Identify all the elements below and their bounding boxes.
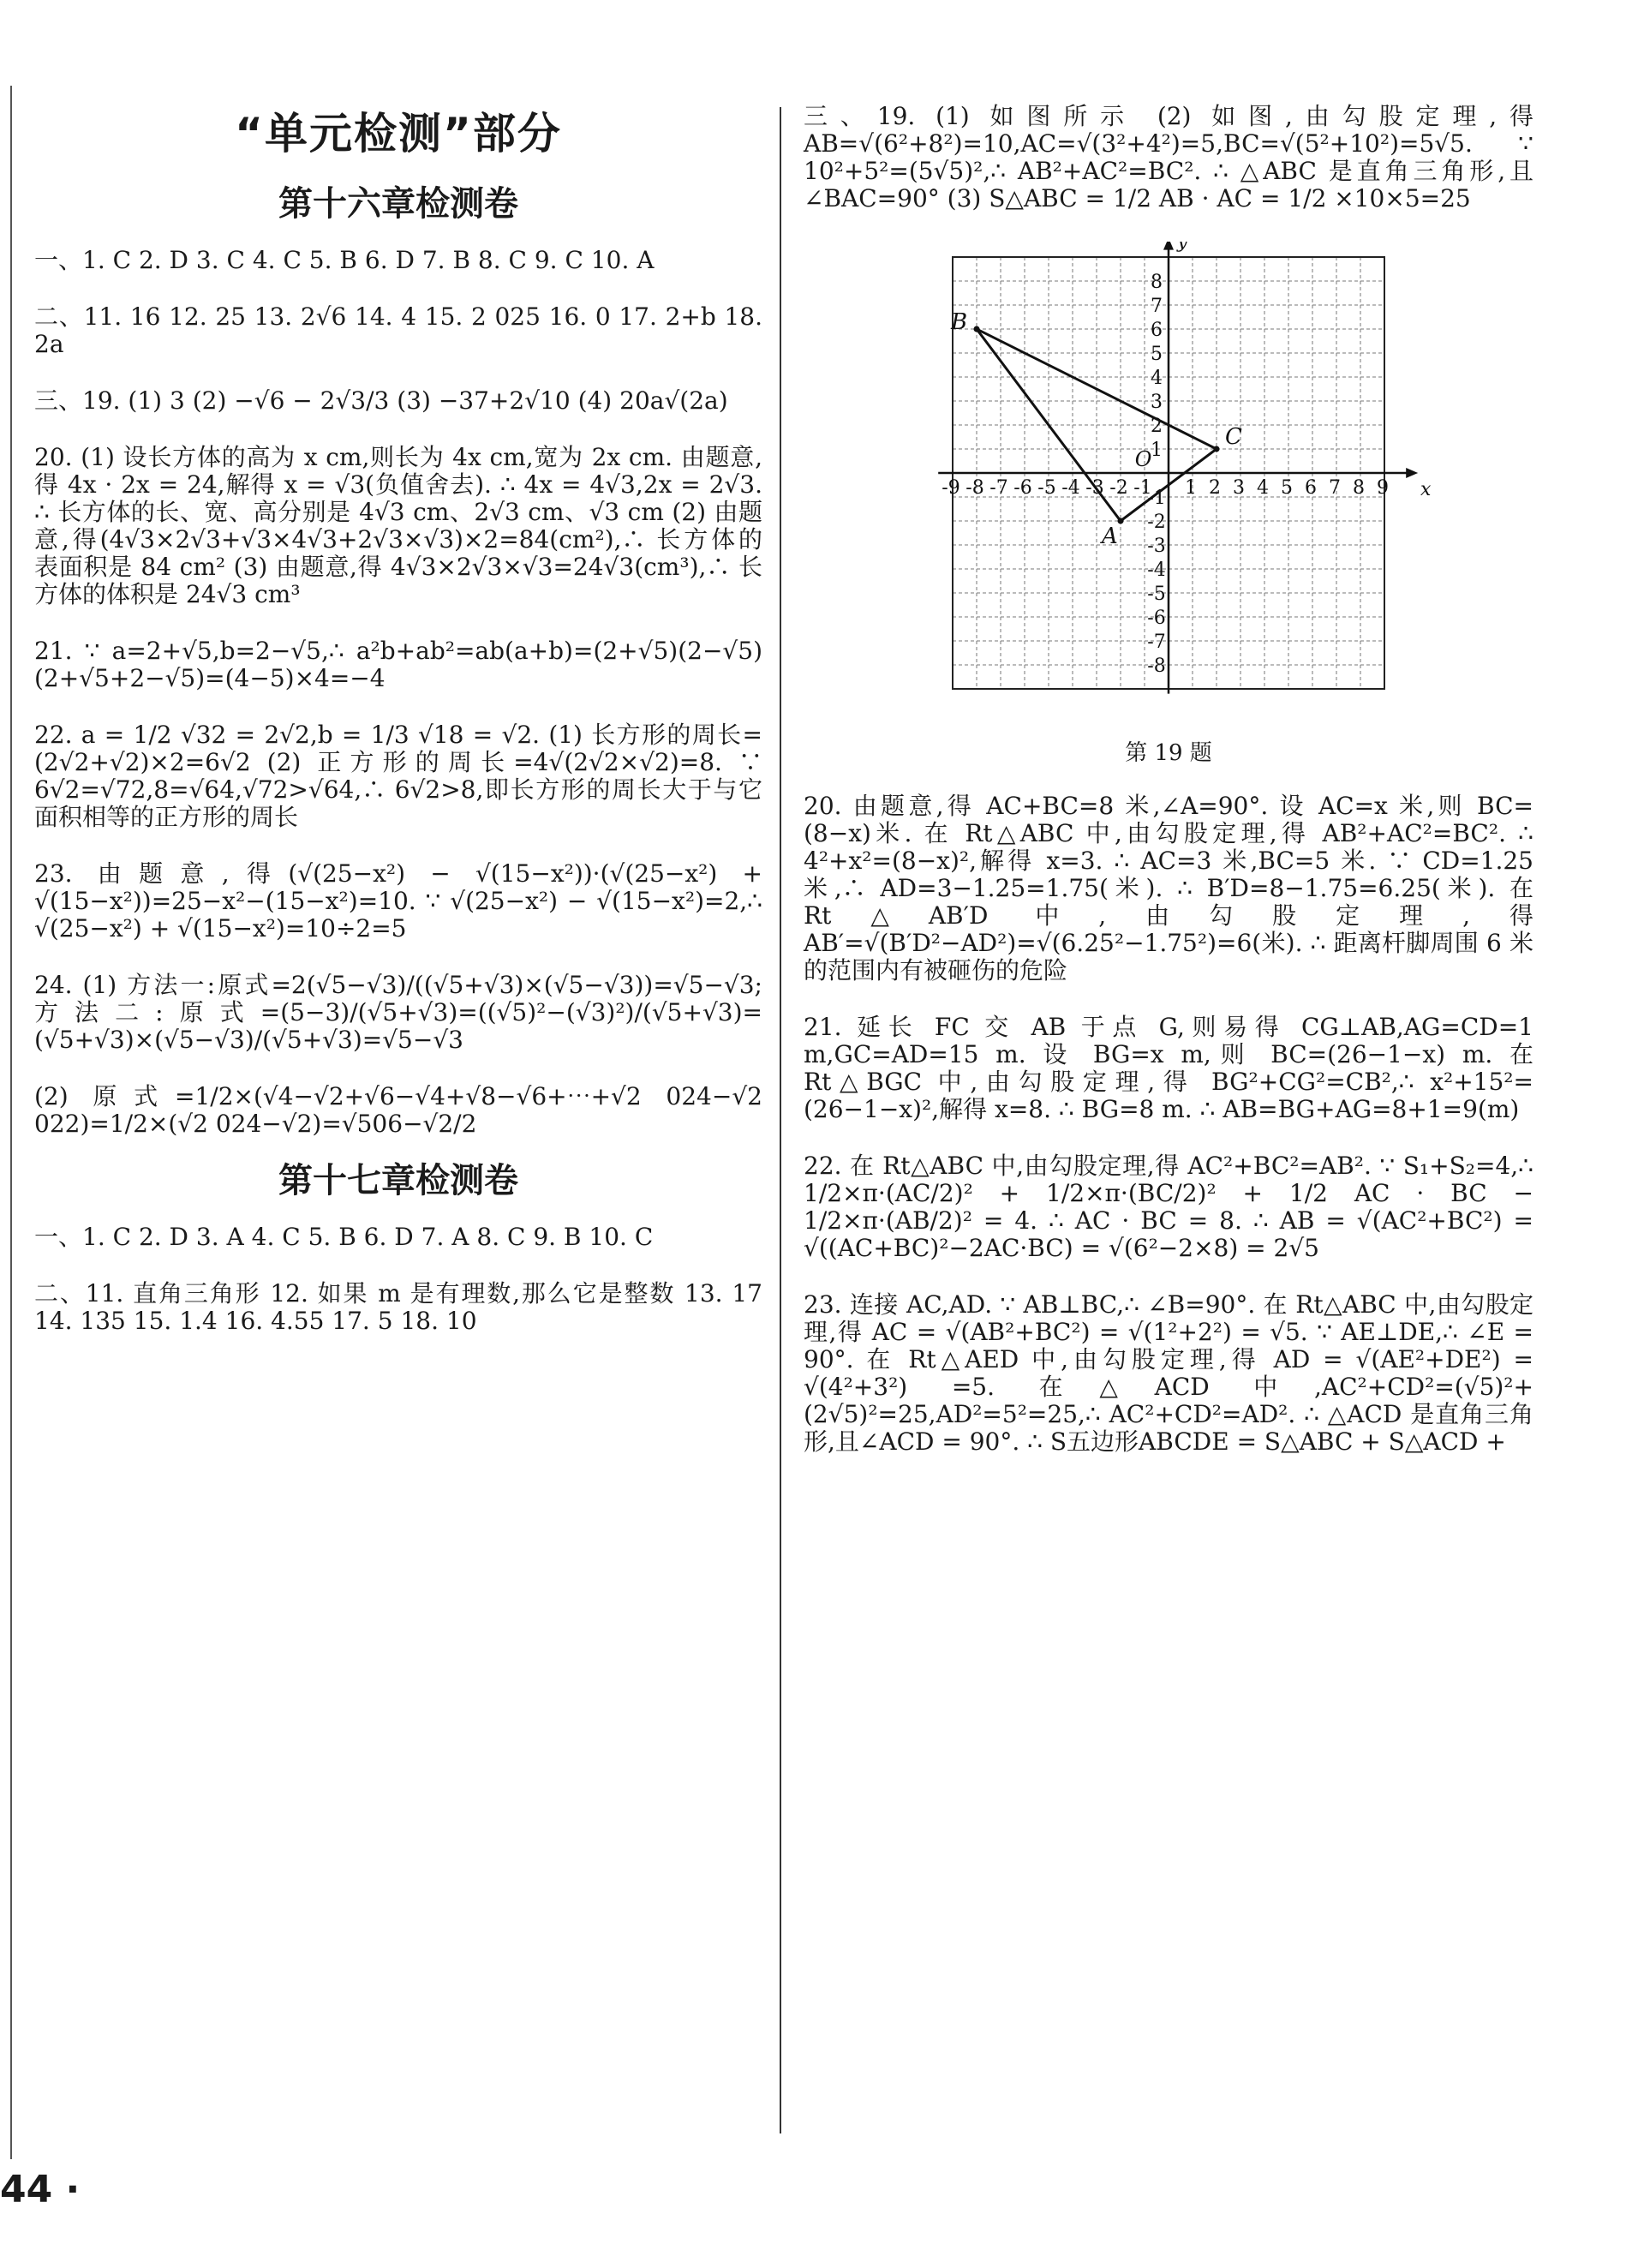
y-tick-label: -5 [1147,583,1166,605]
y-tick-label: 6 [1151,320,1163,341]
left-margin-rule [10,86,12,2159]
right-column [804,103,1533,1485]
x-tick-label: -9 [942,477,960,499]
section-title: “单元检测”部分 [235,109,562,159]
y-tick-label: 2 [1151,416,1163,437]
x-tick-label: -8 [965,477,984,499]
page-number: 44 · [0,2168,81,2211]
y-tick-label: 8 [1151,272,1163,293]
vertex-label-c: C [1225,424,1242,450]
ch16-line-2: 二、11. 16 12. 25 13. 2√6 14. 4 15. 2 025 16. 0 17. 2+b 18. 2a [34,302,762,358]
y-tick-label: 4 [1151,368,1163,389]
ch16-line-1: 一、1. C 2. D 3. C 4. C 5. B 6. D 7. B 8. C 9. C 10. A [34,246,655,274]
x-tick-label: 8 [1353,477,1365,499]
left-column [34,103,762,1364]
y-tick-label: -8 [1147,655,1166,677]
x-tick-label: -6 [1013,477,1032,499]
ch16-line-8: 24. (1) 方法一:原式=2(√5−√3)/((√5+√3)×(√5−√3))=√5−√3;方法二:原式=(5−3)/(√5+√3)=((√5)²−(√3)²)/(√5+√3)=(√5+√3)×(√5−√3)/(√5+√3)=√5−√3 [34,971,762,1054]
ch16-line-6: 22. a = 1/2 √32 = 2√2,b = 1/3 √18 = √2. (1) 长方形的周长=(2√2+√2)×2=6√2 (2) 正方形的周长=4√(2√2×√2)=8. ∵ 6√2=√72,8=√64,√72>√64,∴ 6√2>8,即长方形的周长大于与它面积相等的正方形的周长 [34,721,762,831]
x-tick-label: -3 [1085,477,1104,499]
ch16-line-9: (2) 原式=1/2×(√4−√2+√6−√4+√8−√6+⋯+√2 024−√2 022)=1/2×(√2 024−√2)=√506−√2/2 [34,1082,762,1138]
x-tick-label: 5 [1281,477,1293,499]
x-tick-label: -4 [1061,477,1080,499]
ch17-line-1: 一、1. C 2. D 3. A 4. C 5. B 6. D 7. A 8. C 9. B 10. C [34,1223,654,1251]
y-tick-label: 3 [1151,392,1163,413]
x-tick-label: 6 [1305,477,1317,499]
x-tick-label: -7 [989,477,1008,499]
ch17-line-2: 二、11. 直角三角形 12. 如果 m 是有理数,那么它是整数 13. 17 14. 135 15. 1.4 16. 4.55 17. 5 18. 10 [34,1279,762,1335]
vertex-label-a: A [1102,524,1118,549]
x-tick-label: -5 [1037,477,1056,499]
y-tick-label: 1 [1151,440,1163,461]
figure-caption: 第 19 题 [1125,740,1212,766]
y-axis-arrow [1163,242,1174,250]
x-axis-label: x [1420,479,1432,500]
coordinate-grid-figure [894,242,1443,721]
x-tick-label: 3 [1233,477,1245,499]
vertex-b [974,326,980,332]
x-tick-label: -1 [1133,477,1152,499]
y-tick-label: -4 [1147,560,1166,581]
y-axis-label: y [1177,242,1188,254]
ch16-line-5: 21. ∵ a=2+√5,b=2−√5,∴ a²b+ab²=ab(a+b)=(2+√5)(2−√5)(2+√5+2−√5)=(4−5)×4=−4 [34,637,762,692]
chapter17-title: 第十七章检测卷 [278,1161,518,1200]
y-tick-label: 5 [1151,344,1163,365]
y-tick-label: -3 [1147,536,1166,557]
ch16-line-4: 20. (1) 设长方体的高为 x cm,则长为 4x cm,宽为 2x cm. 由题意,得 4x · 2x = 24,解得 x = √3(负值舍去). ∴ 4x = 4√3,2x = 2√3. ∴ 长方体的长、宽、高分别是 4√3 cm、2√3 cm、√3 cm (2) 由题意,得(4√3×2√3+√3×4√3+2√3×√3)×2=84(cm²),∴ 长方体的表面积是 84 cm² (3) 由题意,得 4√3×2√3×√3=24√3(cm³),∴ 长方体的体积是 24√3 cm³ [34,443,762,608]
x-tick-label: -2 [1109,477,1128,499]
x-tick-label: 2 [1209,477,1221,499]
ch16-line-3: 三、19. (1) 3 (2) −√6 − 2√3/3 (3) −37+2√10 (4) 20a√(2a) [34,386,728,415]
chapter16-title: 第十六章检测卷 [278,184,518,224]
answer-19: 三、19. (1) 如图所示 (2) 如图,由勾股定理,得 AB=√(6²+8²)=10,AC=√(3²+4²)=5,BC=√(5²+10²)=5√5. ∵ 10²+5²=(5√5)²,∴ AB²+AC²=BC². ∴ △ABC 是直角三角形,且∠BAC=90° (3) S△ABC = 1/2 AB · AC = 1/2 ×10×5=25 [804,102,1533,212]
answer-21: 21. 延长 FC 交 AB 于点 G,则易得 CG⊥AB,AG=CD=1 m,GC=AD=15 m. 设 BG=x m,则 BC=(26−1−x) m. 在 Rt△BGC 中,由勾股定理,得 BG²+CG²=CB²,∴ x²+15²=(26−1−x)²,解得 x=8. ∴ BG=8 m. ∴ AB=BG+AG=8+1=9(m) [804,1013,1533,1123]
column-divider [780,107,781,2133]
y-tick-label: -1 [1147,488,1166,509]
vertex-c [1214,446,1220,452]
vertex-a [1118,518,1124,524]
x-axis-arrow [1406,468,1418,478]
y-tick-label: 7 [1151,296,1163,317]
origin-label: O [1134,447,1152,471]
vertex-label-b: B [951,309,968,335]
x-tick-label: 9 [1377,477,1389,499]
y-tick-label: -6 [1147,607,1166,629]
answer-22: 22. 在 Rt△ABC 中,由勾股定理,得 AC²+BC²=AB². ∵ S₁+S₂=4,∴ 1/2×π·(AC/2)² + 1/2×π·(BC/2)² + 1/2 AC · BC − 1/2×π·(AB/2)² = 4. ∴ AC · BC = 8. ∴ AB = √(AC²+BC²) = √((AC+BC)²−2AC·BC) = √(6²−2×8) = 2√5 [804,1152,1533,1262]
y-tick-label: -7 [1147,631,1166,653]
ch16-line-7: 23. 由题意,得(√(25−x²) − √(15−x²))·(√(25−x²) + √(15−x²))=25−x²−(15−x²)=10. ∵ √(25−x²) − √(15−x²)=2,∴ √(25−x²) + √(15−x²)=10÷2=5 [34,859,762,943]
answer-20: 20. 由题意,得 AC+BC=8 米,∠A=90°. 设 AC=x 米,则 BC=(8−x)米. 在 Rt△ABC 中,由勾股定理,得 AB²+AC²=BC². ∴ 4²+x²=(8−x)²,解得 x=3. ∴ AC=3 米,BC=5 米. ∵ CD=1.25 米,∴ AD=3−1.25=1.75(米). ∴ B′D=8−1.75=6.25(米). 在Rt△AB′D 中,由勾股定理,得 AB′=√(B′D²−AD²)=√(6.25²−1.75²)=6(米). ∴ 距离杆脚周围 6 米的范围内有被砸伤的危险 [804,792,1533,984]
answer-23: 23. 连接 AC,AD. ∵ AB⊥BC,∴ ∠B=90°. 在 Rt△ABC 中,由勾股定理,得 AC = √(AB²+BC²) = √(1²+2²) = √5. ∵ AE⊥DE,∴ ∠E = 90°. 在 Rt△AED 中,由勾股定理,得 AD = √(AE²+DE²) = √(4²+3²) =5. 在△ACD 中,AC²+CD²=(√5)²+(2√5)²=25,AD²=5²=25,∴ AC²+CD²=AD². ∴ △ACD 是直角三角形,且∠ACD = 90°. ∴ S五边形ABCDE = S△ABC + S△ACD + [804,1290,1533,1456]
x-tick-label: 4 [1257,477,1269,499]
figure-19 [804,242,1533,727]
x-tick-label: 1 [1185,477,1197,499]
x-tick-label: 7 [1329,477,1341,499]
y-tick-label: -2 [1147,512,1166,533]
